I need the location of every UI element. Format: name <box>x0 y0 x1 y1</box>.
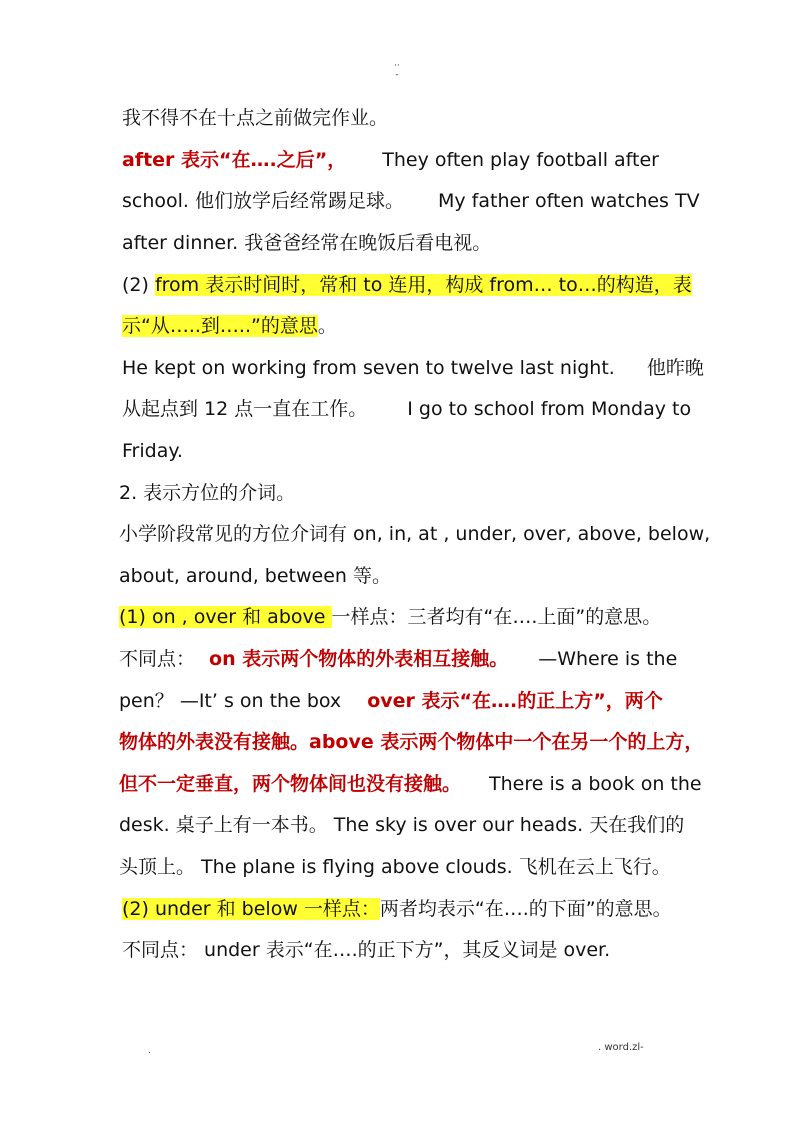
text: school. 他们放学后经常踢足球。 <box>122 190 404 212</box>
text-line-16 <box>119 727 704 757</box>
header-mark-dots: ·· <box>394 61 400 71</box>
text-line-15 <box>119 686 689 716</box>
text: 我不得不在十点之前做完作业。 <box>122 107 389 129</box>
text: 一样点：三者均有“在….上面”的意思。 <box>331 606 662 628</box>
term-after: after 表示“在….之后”， <box>122 149 347 171</box>
highlighted-rule: 示“从…..到…..”的意思 <box>122 315 318 337</box>
text: 不同点： <box>119 648 196 670</box>
example-sentence: I go to school from Monday to <box>407 398 692 420</box>
footer-left: . <box>148 1046 151 1056</box>
footer-right: . word.zl- <box>598 1042 644 1053</box>
text-line-7 <box>122 353 704 383</box>
text-line-11 <box>119 519 711 549</box>
example-sentence: pen？ —It’ s on the box <box>119 690 342 712</box>
section-heading <box>119 478 689 508</box>
text-line-8 <box>122 394 692 424</box>
term-above: 物体的外表没有接触。above 表示两个物体中一个在另一个的上方， <box>119 731 704 753</box>
translation: 他昨晚 <box>646 357 704 379</box>
text-line-19 <box>119 852 689 882</box>
text-line-3 <box>122 186 700 216</box>
highlighted-heading: (2) under 和 below 一样点： <box>122 898 380 920</box>
text: 。 <box>317 315 337 337</box>
text-line-4 <box>122 228 692 258</box>
example-sentence: 头顶上。 The plane is flying above clouds. 飞机在云上飞行。 <box>119 856 671 878</box>
text: about, around, between 等。 <box>119 565 391 587</box>
text-line-5 <box>122 270 692 300</box>
term-on: on 表示两个物体的外表相互接触。 <box>209 648 509 670</box>
example-sentence: He kept on working from seven to twelve last night. <box>122 357 615 379</box>
text: after dinner. 我爸爸经常在晚饭后看电视。 <box>122 232 492 254</box>
text: 小学阶段常见的方位介词有 on, in, at , under, over, above, below, <box>119 523 711 545</box>
text-line-20 <box>122 894 692 924</box>
text-line-21 <box>122 935 692 965</box>
example-sentence: desk. 桌子上有一本书。 The sky is over our heads. 天在我们的 <box>119 814 685 836</box>
text-line-6 <box>122 311 692 341</box>
text-line-9 <box>122 436 692 466</box>
heading-text: 2. 表示方位的介词。 <box>119 482 296 504</box>
text-line-17 <box>119 769 702 799</box>
example-sentence: My father often watches TV <box>438 190 700 212</box>
translation: 从起点到 12 点一直在工作。 <box>122 398 368 420</box>
highlighted-heading: (1) on , over 和 above <box>119 606 332 628</box>
header-marks <box>394 62 400 80</box>
text-line-13 <box>119 602 689 632</box>
example-sentence: —Where is the <box>538 648 678 670</box>
text-line-12 <box>119 561 689 591</box>
text: 两者均表示“在….的下面”的意思。 <box>379 898 672 920</box>
term-above-cont: 但不一定垂直，两个物体间也没有接触。 <box>119 773 462 795</box>
text-line-2 <box>122 145 692 175</box>
text-line-18 <box>119 810 689 840</box>
text-line-1 <box>122 103 692 133</box>
text: 不同点： under 表示“在….的正下方”，其反义词是 over. <box>122 939 611 961</box>
text: Friday. <box>122 440 183 462</box>
term-over: over 表示“在….的正上方”，两个 <box>367 690 663 712</box>
item-number: (2) <box>122 274 155 296</box>
header-mark-dash: - <box>395 70 399 80</box>
highlighted-rule: from 表示时间时，常和 to 连用，构成 from… to…的构造，表 <box>154 274 692 296</box>
text-line-14 <box>119 644 689 674</box>
example-sentence: They often play football after <box>382 149 659 171</box>
example-sentence: There is a book on the <box>489 773 702 795</box>
